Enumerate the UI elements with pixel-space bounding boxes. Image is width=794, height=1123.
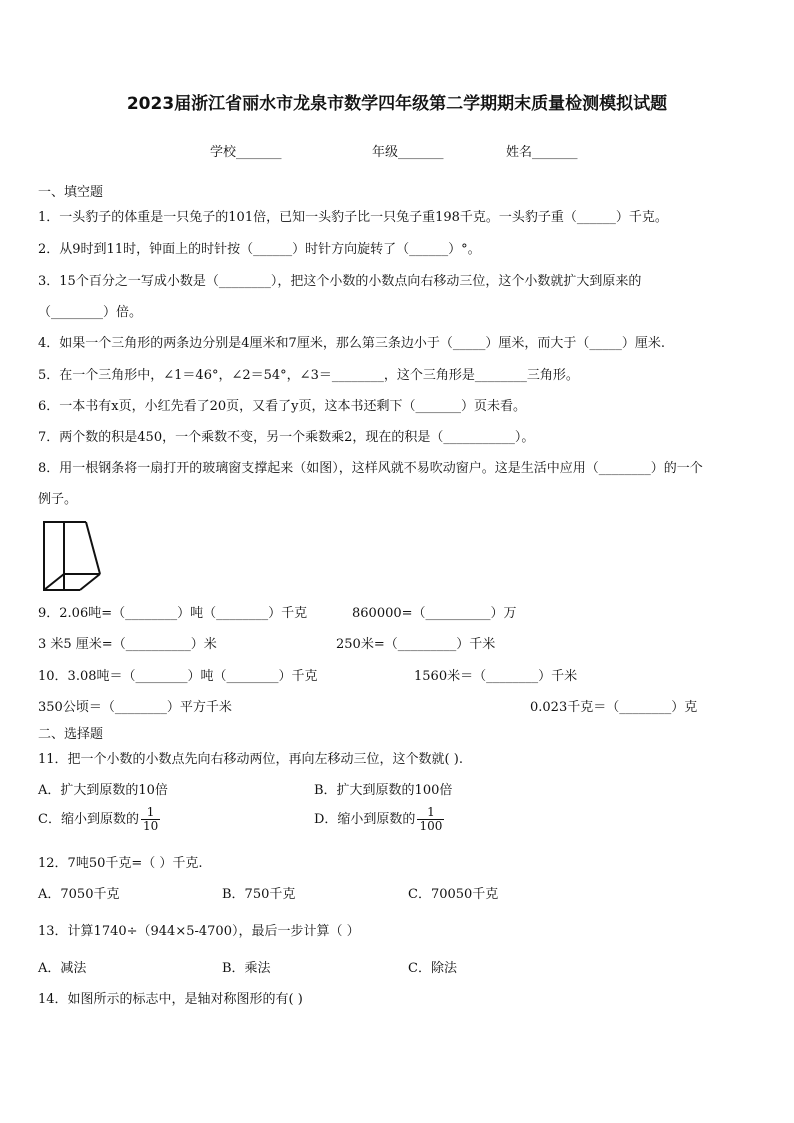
question-10-part1: 10．3.08吨＝（________）吨（________）千克 [38,669,318,684]
section-fill-heading: 一、填空题 [38,185,104,200]
window-support-figure [40,518,106,594]
section-choice-heading: 二、选择题 [38,727,104,742]
fraction-denominator: 10 [142,819,159,833]
question-7: 7．两个数的积是450，一个乘数不变，另一个乘数乘2，现在的积是（___________）。 [38,430,535,445]
fraction-numerator: 1 [417,806,444,820]
question-13-option-b: B．乘法 [222,961,271,976]
question-8-line2: 例子。 [38,492,78,507]
question-9-part2: 860000=（__________）万 [352,606,517,621]
question-9-part4: 250米=（_________）千米 [336,637,496,652]
question-8-line1: 8．用一根钢条将一扇打开的玻璃窗支撑起来（如图），这样风就不易吹动窗户。这是生活中应用（________）的一个 [38,461,703,476]
question-10-part2: 1560米＝（________）千米 [414,669,578,684]
school-field: 学校_______ [210,145,282,160]
question-9-part3: 3 米5 厘米=（__________）米 [38,637,217,652]
option-d-fraction [417,806,444,833]
question-4: 4．如果一个三角形的两条边分别是4厘米和7厘米，那么第三条边小于（_____）厘米，而大于（_____）厘米. [38,336,665,351]
question-6: 6．一本书有x页，小红先看了20页，又看了y页，这本书还剩下（_______）页未看。 [38,399,526,414]
question-13: 13．计算1740÷（944×5-4700），最后一步计算（ ） [38,924,360,939]
question-10-part4: 0.023千克＝（________）克 [530,700,698,715]
fraction-denominator: 100 [419,819,443,833]
question-14: 14．如图所示的标志中，是轴对称图形的有( ) [38,992,303,1007]
question-12-option-a: A．7050千克 [38,887,120,902]
question-12-option-c: C．70050千克 [408,887,499,902]
question-12-option-b: B．750千克 [222,887,296,902]
page-title: 2023届浙江省丽水市龙泉市数学四年级第二学期期末质量检测模拟试题 [126,94,668,114]
question-13-option-c: C．除法 [408,961,457,976]
question-11-option-d [314,806,444,833]
question-13-option-a: A．减法 [38,961,87,976]
question-11-option-b: B．扩大到原数的100倍 [314,783,453,798]
fraction-numerator: 1 [141,806,160,820]
question-12: 12．7吨50千克=（ ）千克. [38,856,203,871]
question-3-line1: 3．15个百分之一写成小数是（________），把这个小数的小数点向右移动三位，这个小数就扩大到原来的 [38,274,642,289]
question-11-option-c [38,806,160,833]
grade-field: 年级_______ [372,145,444,160]
option-c-fraction [141,806,160,833]
question-5: 5．在一个三角形中，∠1＝46°，∠2＝54°，∠3＝________，这个三角形是________三角形。 [38,368,579,383]
name-field: 姓名_______ [506,145,578,160]
question-1: 1．一头豹子的体重是一只兔子的101倍，已知一头豹子比一只兔子重198千克。一头豹子重（______）千克。 [38,210,668,225]
question-9-part1: 9．2.06吨=（________）吨（________）千克 [38,606,308,621]
question-2: 2．从9时到11时，钟面上的时针按（______）时针方向旋转了（______）°。 [38,242,481,257]
option-c-text: C．缩小到原数的 [38,812,139,827]
question-3-line2: （________）倍。 [38,305,143,320]
question-10-part3: 350公顷＝（________）平方千米 [38,700,232,715]
option-d-text: D．缩小到原数的 [314,812,416,827]
question-11-option-a: A．扩大到原数的10倍 [38,783,168,798]
question-11: 11．把一个小数的小数点先向右移动两位，再向左移动三位，这个数就( ). [38,752,463,767]
